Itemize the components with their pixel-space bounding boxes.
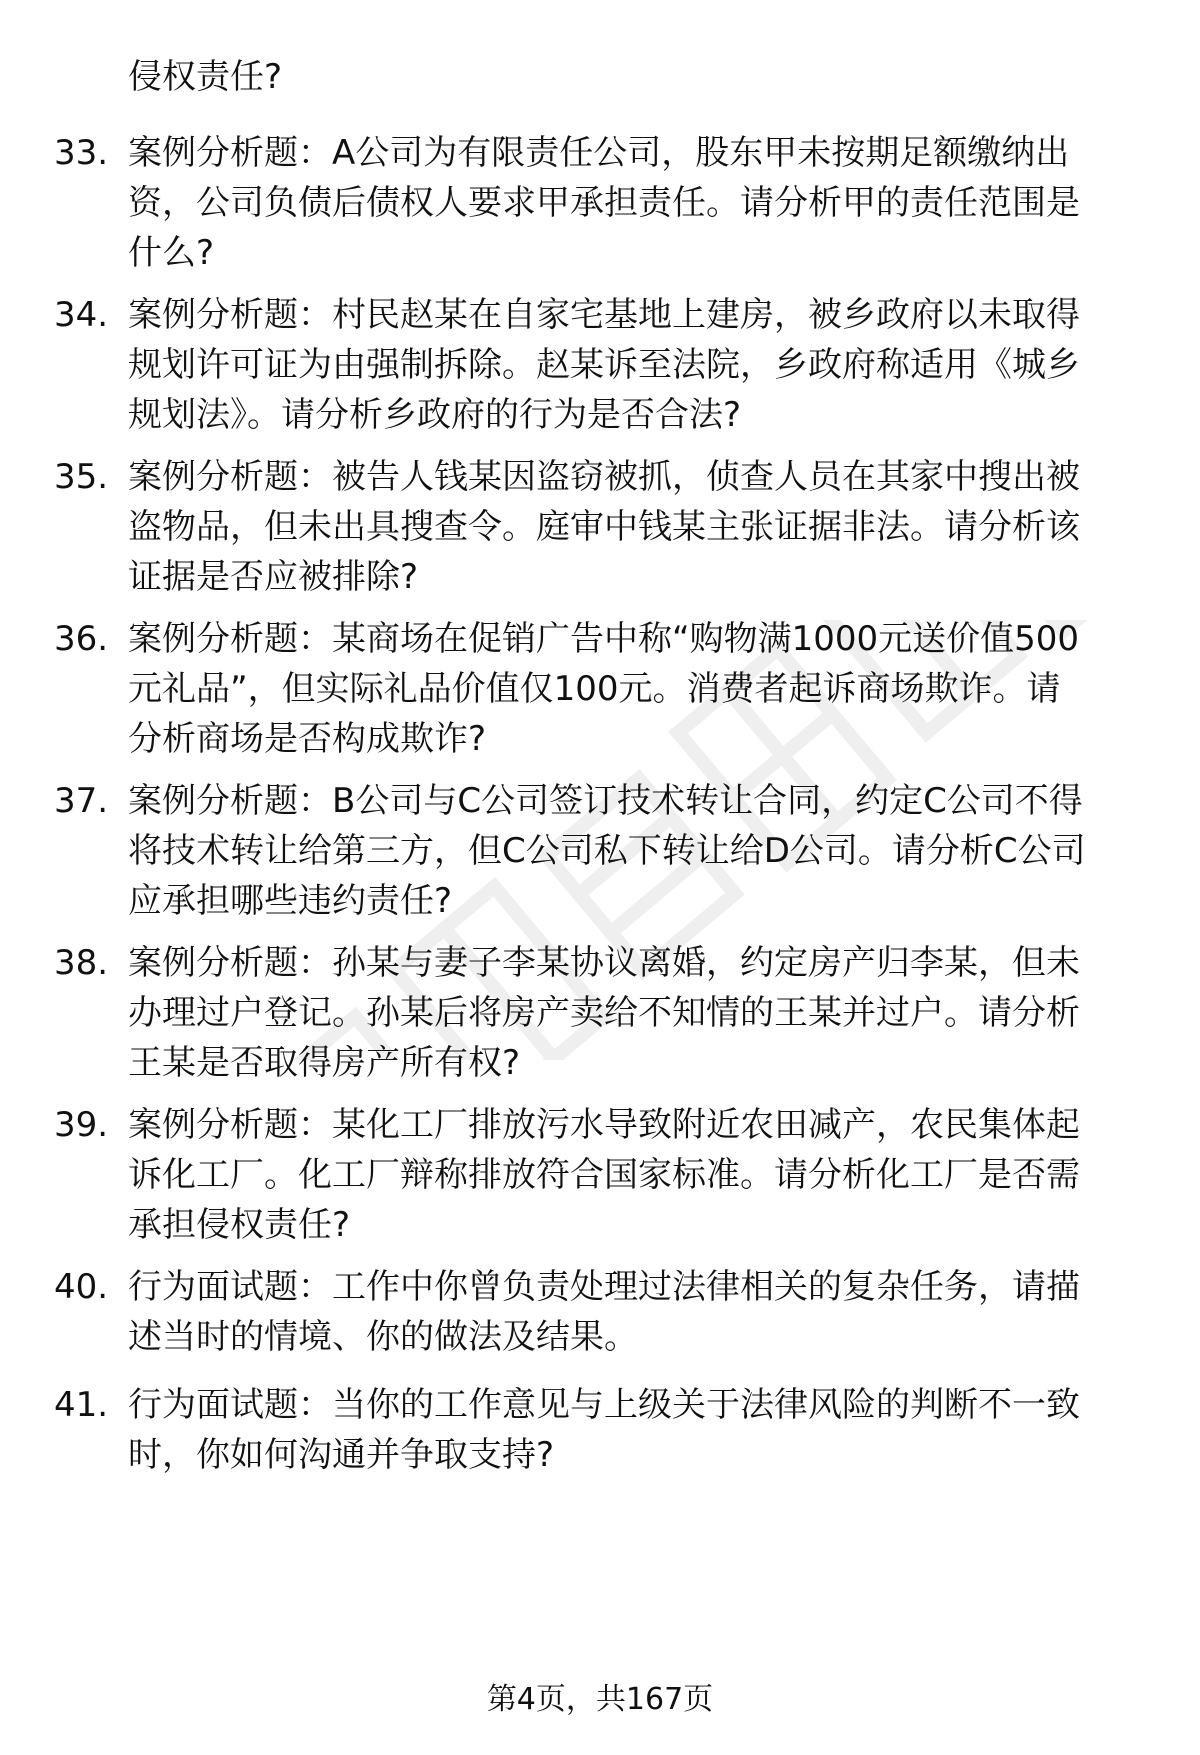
text-line: 办理过户登记。孙某后将房产卖给不知情的王某并过户。请分析 [128, 993, 1080, 1033]
text-line: 证据是否应被排除? [128, 557, 419, 597]
question-text [128, 128, 1138, 278]
text-line: 时，你如何沟通并争取支持? [128, 1435, 555, 1475]
question-number: 38. [54, 943, 109, 983]
question-number: 37. [54, 781, 109, 821]
text-line: 案例分析题：某化工厂排放污水导致附近农田减产，农民集体起 [128, 1105, 1080, 1145]
text-line: 规划许可证为由强制拆除。赵某诉至法院，乡政府称适用《城乡 [128, 345, 1080, 385]
text-line: 案例分析题：B公司与C公司签订技术转让合同，约定C公司不得 [128, 781, 1083, 821]
question-text [128, 938, 1138, 1088]
question-text [128, 776, 1138, 926]
question-number: 33. [54, 133, 109, 173]
text-line: 王某是否取得房产所有权? [128, 1043, 521, 1083]
text-line: 案例分析题：被告人钱某因盗窃被抓，侦查人员在其家中搜出被 [128, 457, 1080, 497]
question-text [128, 1380, 1138, 1480]
question-number: 35. [54, 457, 109, 497]
text-line: 将技术转让给第三方，但C公司私下转让给D公司。请分析C公司 [128, 831, 1086, 871]
continuation-body [128, 52, 1138, 102]
question-text [128, 290, 1138, 440]
question-text [128, 1100, 1138, 1250]
text-line: 案例分析题：A公司为有限责任公司，股东甲未按期足额缴纳出 [128, 133, 1070, 173]
question-number: 36. [54, 619, 109, 659]
text-line: 分析商场是否构成欺诈? [128, 719, 487, 759]
question-number: 34. [54, 295, 109, 335]
text-line: 行为面试题：工作中你曾负责处理过法律相关的复杂任务，请描 [128, 1267, 1080, 1307]
text-line: 侵权责任? [128, 57, 283, 97]
text-line: 应承担哪些违约责任? [128, 881, 453, 921]
question-number: 40. [54, 1267, 109, 1307]
question-text [128, 614, 1138, 764]
text-line: 述当时的情境、你的做法及结果。 [128, 1317, 638, 1357]
question-number: 39. [54, 1105, 109, 1145]
text-line: 案例分析题：某商场在促销广告中称“购物满1000元送价值500 [128, 619, 1080, 659]
text-line: 规划法》。请分析乡政府的行为是否合法? [128, 395, 742, 435]
text-line: 资，公司负债后债权人要求甲承担责任。请分析甲的责任范围是 [128, 183, 1080, 223]
text-line: 案例分析题：村民赵某在自家宅基地上建房，被乡政府以未取得 [128, 295, 1080, 335]
text-line: 盗物品，但未出具搜查令。庭审中钱某主张证据非法。请分析该 [128, 507, 1080, 547]
text-line: 行为面试题：当你的工作意见与上级关于法律风险的判断不一致 [128, 1385, 1080, 1425]
page-number-footer: 第4页，共167页 [486, 1682, 714, 1717]
question-text [128, 1262, 1138, 1362]
text-line: 诉化工厂。化工厂辩称排放符合国家标准。请分析化工厂是否需 [128, 1155, 1080, 1195]
question-text [128, 452, 1138, 602]
question-number: 41. [54, 1385, 109, 1425]
text-line: 什么? [128, 233, 215, 273]
text-line: 案例分析题：孙某与妻子李某协议离婚，约定房产归李某，但未 [128, 943, 1080, 983]
text-line: 承担侵权责任? [128, 1205, 351, 1245]
text-line: 元礼品”，但实际礼品价值仅100元。消费者起诉商场欺诈。请 [128, 669, 1061, 709]
